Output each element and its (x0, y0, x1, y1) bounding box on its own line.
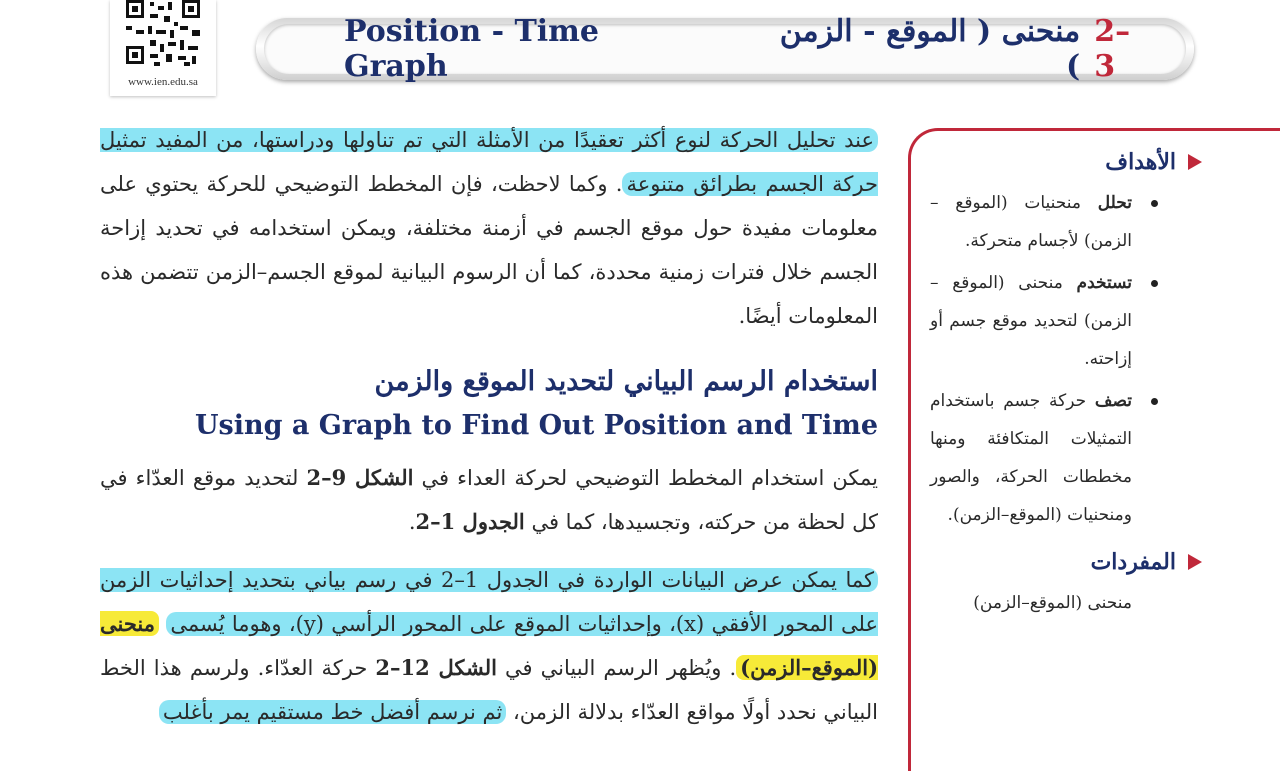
goal-text: منحنى (الموقع – الزمن) لتحديد موقع جسم أو إزاحته. (930, 273, 1132, 369)
bullet-icon (1151, 398, 1158, 405)
qr-code-icon (120, 0, 206, 70)
highlight-cyan: عند تحليل الحركة لنوع أكثر تعقيدًا من الأمثلة التي تم تناولها ودراستها، من المفيد تمثيل حركة الجسم بطرائق متنوعة (100, 128, 878, 196)
banner-inner (264, 14, 1186, 84)
red-triangle-icon (1188, 554, 1202, 570)
figure-reference-paragraph (100, 456, 878, 544)
section-number: 2–3 (1094, 14, 1131, 84)
main-content (100, 118, 878, 734)
vocab-title: المفردات (1090, 549, 1176, 575)
graph-paragraph (100, 558, 878, 734)
vocab-heading (930, 540, 1176, 584)
goals-title: الأهداف (1105, 149, 1176, 175)
highlight-yellow-term: منحنى (الموقع–الزمن) (100, 611, 879, 680)
goal-verb: تحلل (1097, 193, 1132, 213)
highlight-cyan: كما يمكن عرض البيانات الواردة في الجدول 1–2 في رسم بياني بتحديد إحداثيات الزمن على المحور الأفقي (x)، وإحداثيات الموقع على المحور الرأسي (y)، وهوما يُسمى (100, 568, 878, 636)
goal-item (930, 382, 1162, 534)
bullet-icon (1151, 200, 1158, 207)
section-title-ar: منحنى ( الموقع - الزمن ) (779, 14, 1081, 84)
para-text: . ويُظهر الرسم البياني في (496, 656, 737, 680)
sidebar (930, 140, 1176, 622)
highlight-cyan: ثم نرسم أفضل خط مستقيم يمر بأغلب (159, 700, 506, 724)
subheading-ar: استخدام الرسم البياني لتحديد الموقع والزمن (374, 366, 878, 397)
vocab-term: منحنى (الموقع–الزمن) (973, 593, 1132, 613)
section-title-banner (256, 14, 1194, 84)
para-text: حركة العدّاء. ولرسم هذا الخط البياني نحدد أولًا مواقع العدّاء بدلالة الزمن، (100, 656, 878, 724)
subheading-en: Using a Graph to Find Out Position and Time (194, 410, 878, 441)
goal-item (930, 264, 1162, 378)
figure-ref: الشكل 12–2 (375, 655, 497, 680)
para-text: يمكن استخدام المخطط التوضيحي لحركة العداء في (413, 466, 878, 490)
goal-text: حركة جسم باستخدام التمثيلات المتكافئة ومنها مخططات الحركة، والصور ومنحنيات (الموقع–الزمن). (930, 391, 1132, 525)
para-text: . (408, 510, 416, 534)
goal-verb: تصف (1094, 391, 1132, 411)
table-ref: الجدول 1–2 (415, 509, 525, 534)
qr-code-block (110, 0, 216, 96)
red-triangle-icon (1188, 154, 1202, 170)
bullet-icon (1151, 280, 1158, 287)
goals-heading (930, 140, 1176, 184)
figure-ref: الشكل 9–2 (306, 465, 414, 490)
goal-verb: تستخدم (1076, 273, 1132, 293)
goal-item (930, 184, 1162, 260)
goal-text: منحنيات (الموقع – الزمن) لأجسام متحركة. (930, 193, 1132, 251)
section-title-en: Position - Time Graph (344, 14, 600, 84)
para-text: لتحديد موقع العدّاء في كل لحظة من حركته، وتجسيدها، كما في (100, 466, 878, 534)
intro-text: . وكما لاحظت، فإن المخطط التوضيحي للحركة يحتوي على معلومات مفيدة حول موقع الجسم في أزمنة مختلفة، ويمكن استخدامه في تحديد إزاحة الجسم خلال فترات زمنية محددة، كما أن الرسوم البيانية لموقع الجسم–الزمن تتضمن هذه المعلومات أيضًا. (100, 172, 878, 328)
intro-paragraph (100, 118, 878, 338)
qr-url[interactable]: www.ien.edu.sa (128, 76, 198, 88)
